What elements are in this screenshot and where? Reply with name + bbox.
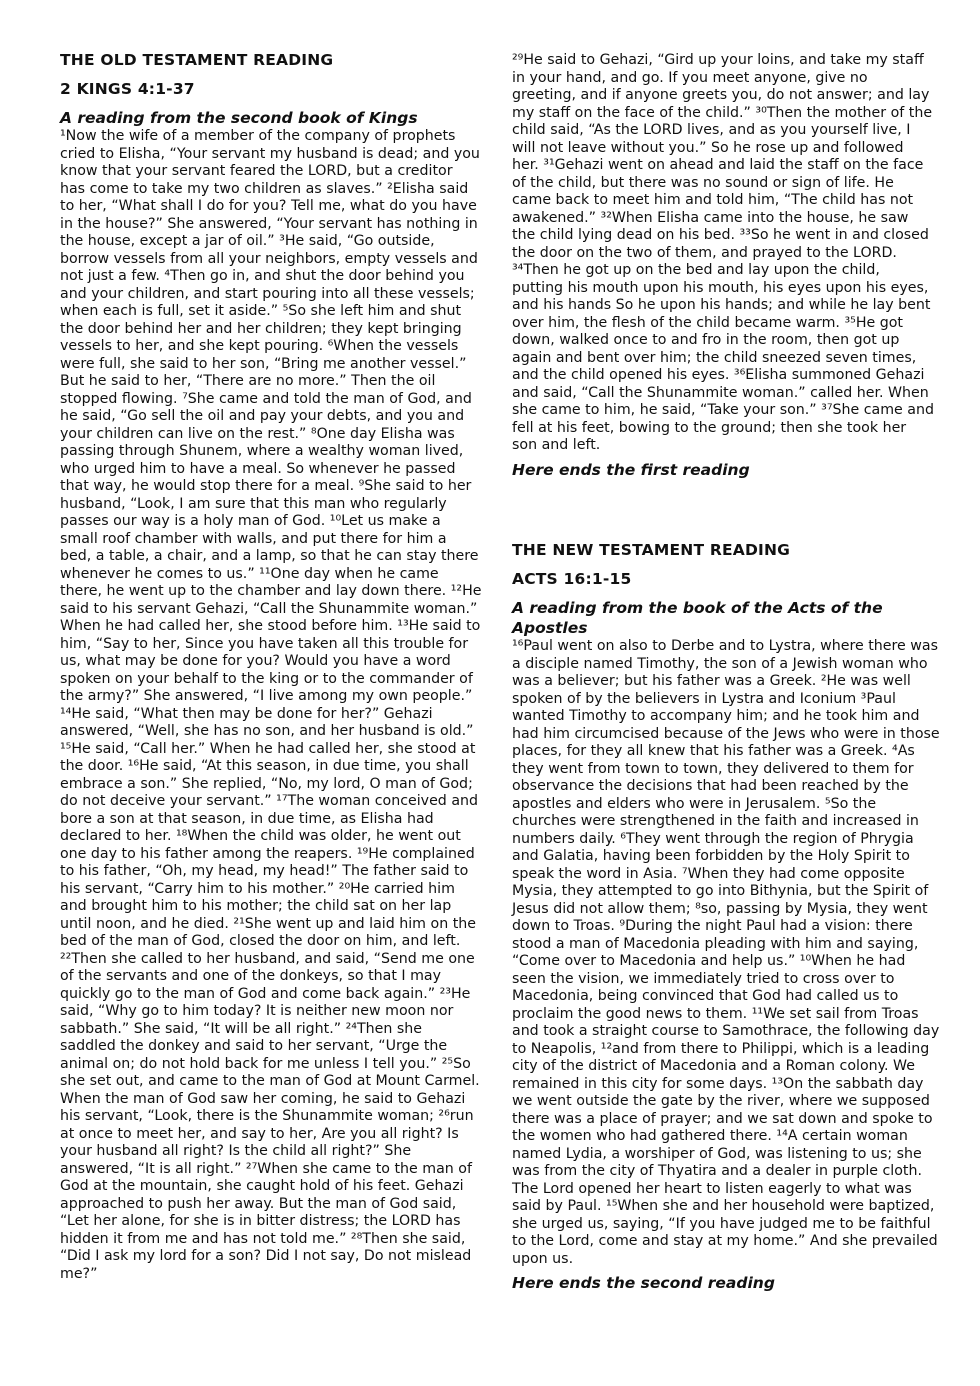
- ot-text-part2: ²⁹He said to Gehazi, “Gird up your loins, and take my staff in your hand, and go. If you meet anyone, give no greeting, and if anyone greets you, do not answer; and lay my staff on the face of the child.” ³⁰Then the mother of the child said, “As the LORD lives, and as you yourself live, I will not leave without you.” So he rose up and followed her. ³¹Gehazi went on ahead and laid the staff on the face of the child, but there was no sound or sign of life. He came back to meet him and told him, “The child has not awakened.” ³²When Elisha came into the house, he saw the child lying dead on his bed. ³³So he went in and closed the door on the two of them, and prayed to the LORD. ³⁴Then he got up on the bed and lay upon the child, putting his mouth upon his mouth, his eyes upon his eyes, and his hands So he upon his hands; and while he lay bent over him, the flesh of the child became warm. ³⁵He got down, walked once to and fro in the room, then got up again and bent over him; the child sneezed seven times, and the child opened his eyes. ³⁶Elisha summoned Gehazi and said, “Call the Shunammite woman.” called her. When she came to him, he said, “Take your son.” ³⁷She came and fell at his feet, bowing to the ground; then she took her son and left.: [512, 52, 934, 453]
- left-column: [60, 50, 482, 1283]
- ot-title: THE OLD TESTAMENT READING: [60, 51, 334, 69]
- right-column: [512, 52, 934, 481]
- nt-reference: ACTS 16:1-15: [512, 570, 632, 588]
- ot-text-part1: ¹Now the wife of a member of the company of prophets cried to Elisha, “Your servant my husband is dead; and you know that your servant feared the LORD, but a creditor has come to take my two children as slaves.” ²Elisha said to her, “What shall I do for you? Tell me, what do you have in the house?” She answered, “Your servant has nothing in the house, except a jar of oil.” ³He said, “Go outside, borrow vessels from all your neighbors, empty vessels and not just a few. ⁴Then go in, and shut the door behind you and your children, and start pouring into all these vessels; when each is full, set it aside.” ⁵So she left him and shut the door behind her and her children; they kept bringing vessels to her, and she kept pouring. ⁶When the vessels were full, she said to her son, “Bring me another vessel.” But he said to her, “There are no more.” Then the oil stopped flowing. ⁷She came and told the man of God, and he said, “Go sell the oil and pay your debts, and you and your children can live on the rest.” ⁸One day Elisha was passing through Shunem, where a wealthy woman lived, who urged him to have a meal. So whenever he passed that way, he would stop there for a meal. ⁹She said to her husband, “Look, I am sure that this man who regularly passes our way is a holy man of God. ¹⁰Let us make a small roof chamber with walls, and put there for him a bed, a table, a chair, and a lamp, so that he can stay there whenever he comes to us.” ¹¹One day when he came there, he went up to the chamber and lay down there. ¹²He said to his servant Gehazi, “Call the Shunammite woman.” When he had called her, she stood before him. ¹³He said to him, “Say to her, Since you have taken all this trouble for us, what may be done for you? Would you have a word spoken on your behalf to the king or to the commander of the army?” She answered, “I live among my own people.” ¹⁴He said, “What then may be done for her?” Gehazi answered, “Well, she has no son, and her husband is old.” ¹⁵He said, “Call her.” When he had called her, she stood at the door. ¹⁶He said, “At this season, in due time, you shall embrace a son.” She replied, “No, my lord, O man of God; do not deceive your servant.” ¹⁷The woman conceived and bore a son at that season, in due time, as Elisha had declared to her. ¹⁸When the child was older, he went out one day to his father among the reapers. ¹⁹He complained to his father, “Oh, my head, my head!” The father said to his servant, “Carry him to his mother.” ²⁰He carried him and brought him to his mother; the child sat on her lap until noon, and he died. ²¹She went up and laid him on the bed of the man of God, closed the door on him, and left. ²²Then she called to her husband, and said, “Send me one of the servants and one of the donkeys, so that I may quickly go to the man of God and come back again.” ²³He said, “Why go to him today? It is neither new moon nor sabbath.” She said, “It will be all right.” ²⁴Then she saddled the donkey and said to her servant, “Urge the animal on; do not hold back for me unless I tell you.” ²⁵So she set out, and came to the man of God at Mount Carmel. When the man of God saw her coming, he said to Gehazi his servant, “Look, there is the Shunammite woman; ²⁶run at once to meet her, and say to her, Are you all right? Is your husband all right? Is the child all right?” She answered, “It is all right.” ²⁷When she came to the man of God at the mountain, she caught hold of his feet. Gehazi approached to push her away. But the man of God said, “Let her alone, for she is in bitter distress; the LORD has hidden it from me and has not told me.” ²⁸Then she said, “Did I ask my lord for a son? Did I not say, Do not mislead me?”: [60, 128, 482, 1282]
- nt-ending: Here ends the second reading: [512, 1274, 775, 1292]
- nt-title: THE NEW TESTAMENT READING: [512, 541, 791, 559]
- ot-intro: A reading from the second book of Kings: [60, 109, 418, 127]
- nt-section: [512, 540, 942, 1294]
- nt-intro: A reading from the book of the Acts of the Apostles: [512, 599, 883, 637]
- ot-reference: 2 KINGS 4:1-37: [60, 80, 195, 98]
- nt-text: ¹⁶Paul went on also to Derbe and to Lystra, where there was a disciple named Timothy, the son of a Jewish woman who was a believer; but his father was a Greek. ²He was well spoken of by the believers in Lystra and Iconium ³Paul wanted Timothy to accompany him; and he took him and had him circumcised because of the Jews who were in those places, for they all knew that his father was a Greek. ⁴As they went from town to town, they delivered to them for observance the decisions that had been reached by the apostles and elders who were in Jerusalem. ⁵So the churches were strengthened in the faith and increased in numbers daily. ⁶They went through the region of Phrygia and Galatia, having been forbidden by the Holy Spirit to speak the word in Asia. ⁷When they had come opposite Mysia, they attempted to go into Bithynia, but the Spirit of Jesus did not allow them; ⁸so, passing by Mysia, they went down to Troas. ⁹During the night Paul had a vision: there stood a man of Macedonia pleading with him and saying, “Come over to Macedonia and help us.” ¹⁰When he had seen the vision, we immediately tried to cross over to Macedonia, being convinced that God had called us to proclaim the good news to them. ¹¹We set sail from Troas and took a straight course to Samothrace, the following day to Neapolis, ¹²and from there to Philippi, which is a leading city of the district of Macedonia and a Roman colony. We remained in this city for some days. ¹³On the sabbath day we went outside the gate by the river, where we supposed there was a place of prayer; and we sat down and spoke to the women who had gathered there. ¹⁴A certain woman named Lydia, a worshiper of God, was listening to us; she was from the city of Thyatira and a dealer in purple cloth. The Lord opened her heart to listen eagerly to what was said by Paul. ¹⁵When she and her household were baptized, she urged us, saying, “If you have judged me to be faithful to the Lord, come and stay at my home.” And she prevailed upon us.: [512, 638, 940, 1267]
- ot-ending: Here ends the first reading: [512, 460, 750, 479]
